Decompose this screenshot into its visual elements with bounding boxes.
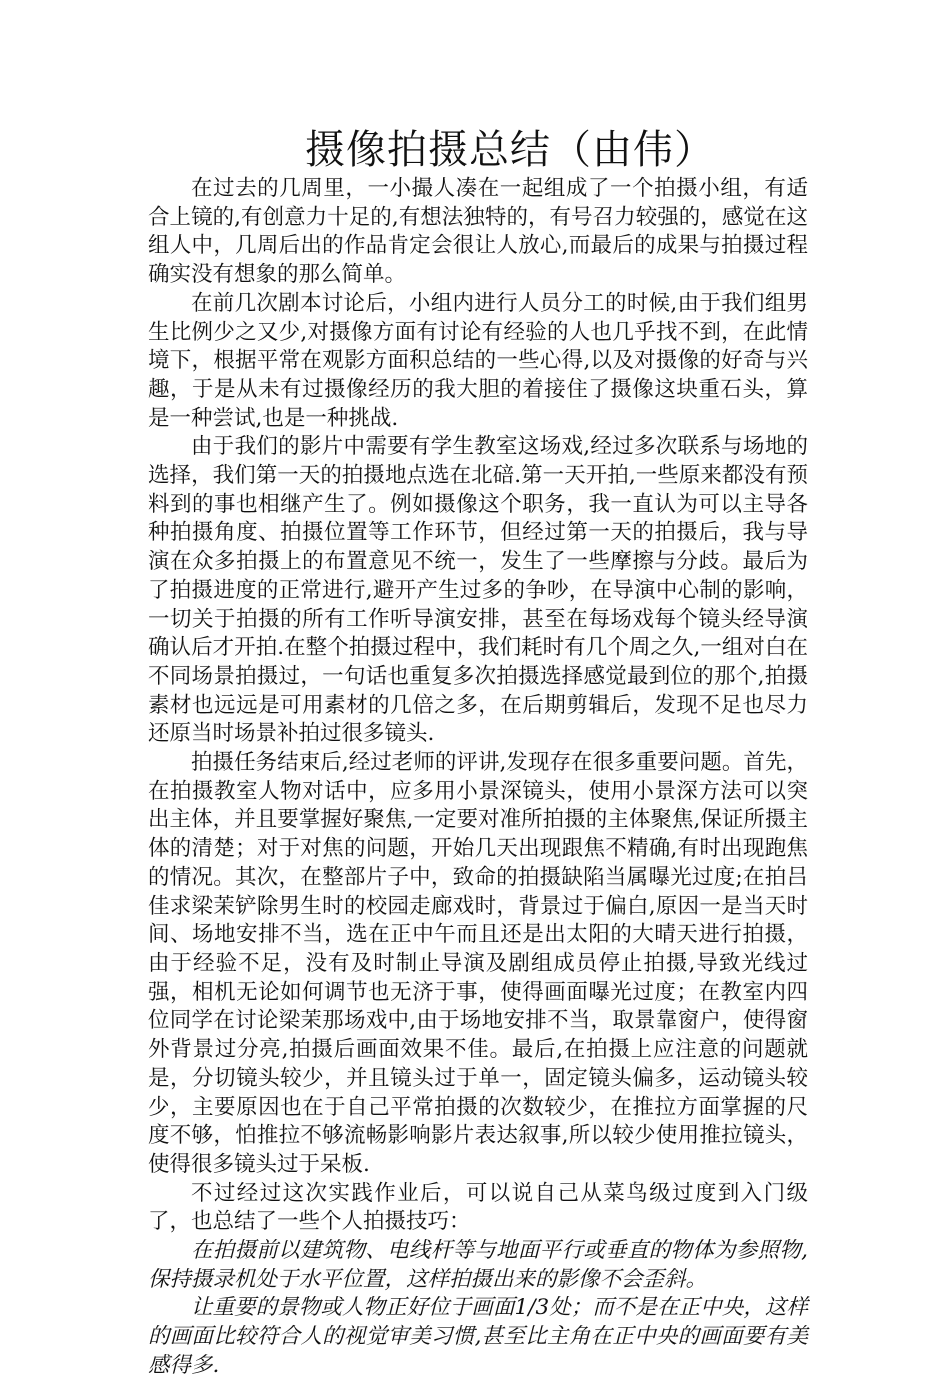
paragraph-problems: 拍摄任务结束后,经过老师的评讲,发现存在很多重要问题。首先，在拍摄教室人物对话中，应多用小景深镜头，使用小景深方法可以突出主体，并且要掌握好聚焦,一定要对准所拍摄的主体聚焦,保证所摄主体的清楚；对于对焦的问题，开始几天出现跟焦不精确,有时出现跑焦的情况。其次，在整部片子中，致命的拍摄缺陷当属曝光过度;在拍吕佳求梁茉铲除男生时的校园走廊戏时，背景过于偏白,原因一是当天时间、场地安排不当，选在正中午而且还是出太阳的大晴天进行拍摄，由于经验不足，没有及时制止导演及剧组成员停止拍摄,导致光线过强，相机无论如何调节也无济于事，使得画面曝光过度；在教室内四位同学在讨论梁茉那场戏中,由于场地安排不当，取景靠窗户，使得窗外背景过分亮,拍摄后画面效果不佳。最后,在拍摄上应注意的问题就是，分切镜头较少，并且镜头过于单一，固定镜头偏多，运动镜头较少，主要原因也在于自己平常拍摄的次数较少，在推拉方面掌握的尺度不够，怕推拉不够流畅影响影片表达叙事,所以较少使用推拉镜头，使得很多镜头过于呆板. — [148, 750, 808, 1177]
paragraph-division-of-labor: 在前几次剧本讨论后，小组内进行人员分工的时候,由于我们组男生比例少之又少,对摄像方面有讨论有经验的人也几乎找不到，在此情境下，根据平常在观影方面积总结的一些心得,以及对摄像的好奇与兴趣，于是从未有过摄像经历的我大胆的着接住了摄像这块重石头，算是一种尝试,也是一种挑战. — [148, 290, 808, 431]
paragraph-summary: 不过经过这次实践作业后，可以说自己从菜鸟级过度到入门级了，也总结了一些个人拍摄技巧： — [148, 1180, 808, 1235]
paragraph-intro: 在过去的几周里，一小撮人凑在一起组成了一个拍摄小组，有适合上镜的,有创意力十足的,有想法独特的，有号召力较强的，感觉在这组人中，几周后出的作品肯定会很让人放心,而最后的成果与拍摄过程确实没有想象的那么简单。 — [148, 176, 808, 288]
paragraph-shooting-process: 由于我们的影片中需要有学生教室这场戏,经过多次联系与场地的选择，我们第一天的拍摄地点选在北碚.第一天开拍,一些原来都没有预料到的事也相继产生了。例如摄像这个职务，我一直认为可以主导各种拍摄角度、拍摄位置等工作环节，但经过第一天的拍摄后，我与导演在众多拍摄上的布置意见不统一，发生了一些摩擦与分歧。最后为了拍摄进度的正常进行,避开产生过多的争吵，在导演中心制的影响，一切关于拍摄的所有工作听导演安排，甚至在每场戏每个镜头经导演确认后才开拍.在整个拍摄过程中，我们耗时有几个周之久,一组对白在不同场景拍摄过，一句话也重复多次拍摄选择感觉最到位的那个,拍摄素材也远远是可用素材的几倍之多，在后期剪辑后，发现不足也尽力还原当时场景补拍过很多镜头. — [148, 434, 808, 747]
page-title: 摄像拍摄总结（由伟） — [305, 127, 715, 173]
paragraph-tip-thirds: 让重要的景物或人物正好位于画面1/3处；而不是在正中央，这样的画面比较符合人的视觉审美习惯,甚至比主角在正中央的画面要有美感得多. — [148, 1295, 808, 1378]
paragraph-tip-level: 在拍摄前以建筑物、电线杆等与地面平行或垂直的物体为参照物,保持摄录机处于水平位置，这样拍摄出来的影像不会歪斜。 — [148, 1238, 808, 1292]
document-body — [148, 175, 808, 1381]
